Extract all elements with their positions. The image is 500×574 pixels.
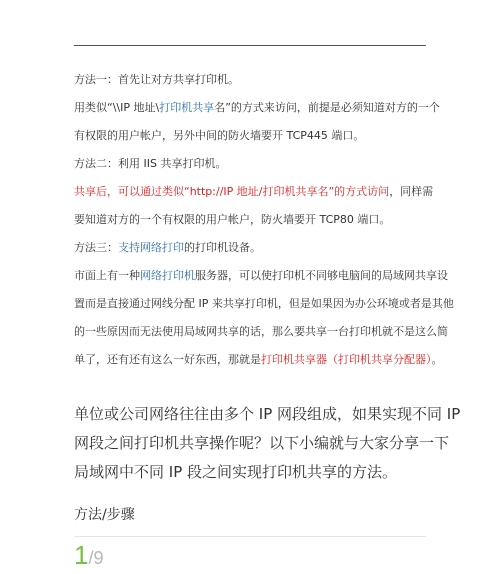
- method1-line1-text-b: 名”的方式来访问，前提是必须知道对方的一个: [214, 101, 440, 114]
- method3-p2: 置而是直接通过网线分配 IP 来共享打印机，但是如果因为办公环境或者是其他: [74, 297, 454, 310]
- method1-line1: [74, 94, 440, 122]
- network-printer-link[interactable]: 网络打印机: [140, 269, 195, 282]
- intro-line-3: 局域网中不同 IP 段之间实现打印机共享的方法。: [74, 463, 398, 481]
- intro-paragraph: [74, 400, 461, 487]
- method2-line1-text-b: ，同样需: [389, 185, 434, 198]
- printer-sharer-red-text: 打印机共享器（打印机共享分配器）: [261, 353, 432, 366]
- method3-p4-text-a: 单了，还有还有这么一好东西，那就是: [74, 353, 261, 366]
- intro-line-1: 单位或公司网络往往由多个 IP 网段组成，如果实现不同 IP: [74, 405, 461, 423]
- method3-p1: [74, 262, 448, 290]
- method1-line2: 有权限的用户帐户，另外中间的防火墙要开 TCP445 端口。: [74, 129, 365, 142]
- method3-title-text-b: 的打印机设备。: [184, 241, 261, 254]
- method2-line2: 要知道对方的一个有权限的用户帐户，防火墙要开 TCP80 端口。: [74, 213, 391, 226]
- method3-p1-text-a: 市面上有一种: [74, 269, 140, 282]
- method1-title: 方法一：首先让对方共享打印机。: [74, 73, 239, 86]
- top-divider: [74, 45, 426, 46]
- steps-heading: 方法/步骤: [74, 507, 135, 523]
- method1-line1-text-a: 用类似“\\IP 地址\: [74, 101, 160, 114]
- article-body: [74, 66, 454, 374]
- step-separator: /: [88, 548, 94, 568]
- method3-p1-text-b: 服务器，可以使打印机不同够电脑间的局域网共享设: [195, 269, 448, 282]
- steps-divider: [74, 536, 426, 537]
- step-current-number: 1: [74, 540, 89, 570]
- method3-p4-text-b: 。: [431, 353, 443, 366]
- method3-p3: 的一些原因而无法使用局域网共享的话，那么要共享一台打印机就不是这么简: [74, 325, 448, 338]
- method2-title: 方法二：利用 IIS 共享打印机。: [74, 157, 227, 170]
- method2-line1: [74, 178, 434, 206]
- method2-red-text: 共享后，可以通过类似“http://IP 地址/打印机共享名”的方式访问: [74, 185, 390, 198]
- intro-line-2: 网段之间打印机共享操作呢？以下小编就与大家分享一下: [74, 434, 450, 452]
- step-total-number: 9: [93, 548, 104, 568]
- method3-title-text-a: 方法三：: [74, 241, 118, 254]
- method3-p4: [74, 346, 443, 374]
- method3-title: [74, 234, 434, 262]
- step-counter: [74, 540, 104, 574]
- network-printing-link[interactable]: 支持网络打印: [118, 241, 184, 254]
- printer-share-link[interactable]: 打印机共享: [159, 101, 215, 114]
